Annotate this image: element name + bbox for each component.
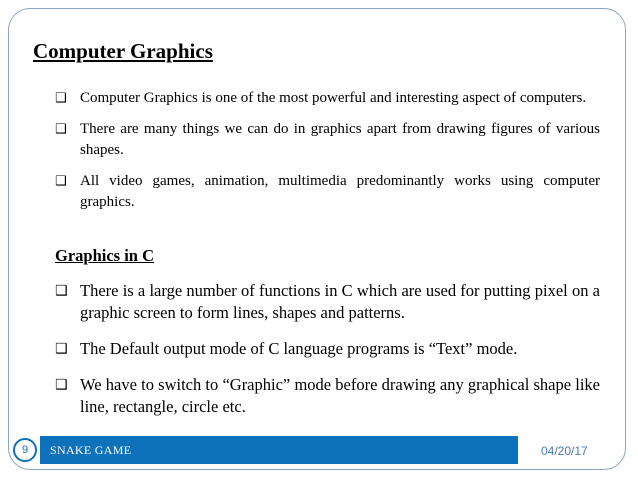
section-subheading: Graphics in C	[55, 246, 155, 265]
list-item	[55, 338, 600, 360]
page-number-badge: 9	[13, 438, 37, 462]
footer-bar	[40, 436, 518, 464]
footer-label: SNAKE GAME	[50, 443, 132, 457]
footer-date: 04/20/17	[541, 444, 588, 458]
list-item	[55, 374, 600, 418]
checkbox-bullet-icon: ❑	[55, 283, 68, 299]
checkbox-bullet-icon: ❑	[55, 377, 68, 393]
list-item	[55, 88, 600, 109]
list-item-text: There are many things we can do in graphics apart from drawing figures of various shapes.	[80, 121, 600, 158]
checkbox-bullet-icon: ❑	[55, 341, 68, 357]
list-item-text: Computer Graphics is one of the most powerful and interesting aspect of computers.	[80, 90, 587, 106]
list-item-text: There is a large number of functions in C which are used for putting pixel on a graphic screen to form lines, shapes and patterns.	[80, 281, 600, 322]
list-item	[55, 119, 600, 161]
list-item	[55, 280, 600, 324]
checkbox-bullet-icon: ❑	[55, 91, 67, 106]
checkbox-bullet-icon: ❑	[55, 122, 67, 137]
intro-bullet-list	[55, 88, 600, 223]
list-item-text: All video games, animation, multimedia predominantly works using computer graphics.	[80, 173, 600, 210]
list-item-text: We have to switch to “Graphic” mode before drawing any graphical shape like line, rectangle, circle etc.	[80, 375, 600, 416]
slide-title: Computer Graphics	[33, 39, 213, 63]
list-item	[55, 171, 600, 213]
list-item-text: The Default output mode of C language programs is “Text” mode.	[80, 339, 518, 358]
checkbox-bullet-icon: ❑	[55, 174, 67, 189]
c-bullet-list	[55, 280, 600, 418]
